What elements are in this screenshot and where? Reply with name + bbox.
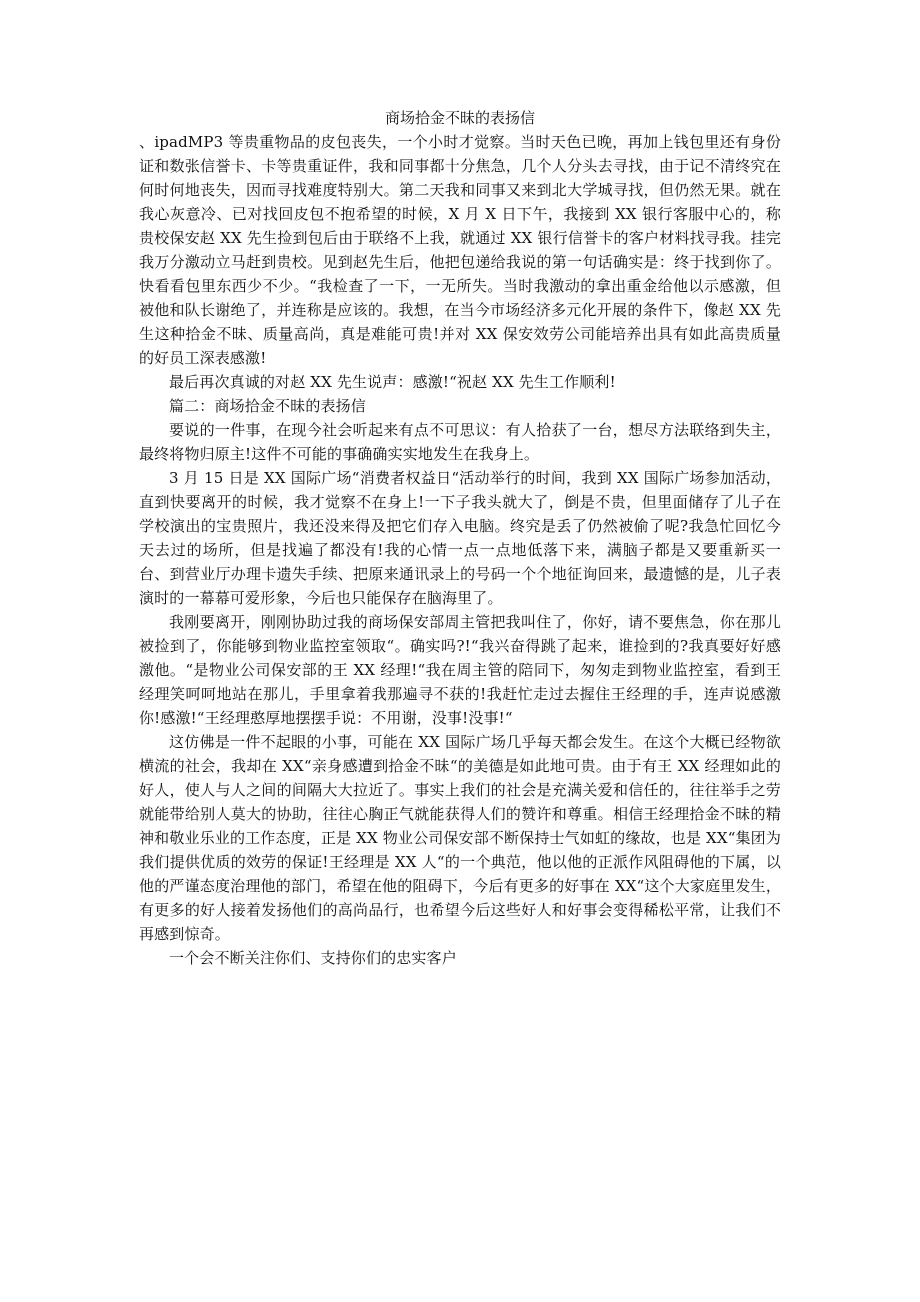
paragraph-1: 、ipadMP3 等贵重物品的皮包丧失，一个小时才觉察。当时天色已晚，再加上钱包里还有身份证和数张信誉卡、卡等贵重证件，我和同事都十分焦急，几个人分头去寻找，由于记不清终究在何时何地丧失，因而寻找难度特别大。第二天我和同事又来到北大学城寻找，但仍然无果。就在我心灰意冷、已对找回皮包不抱希望的时候，X 月 X 日下午，我接到 XX 银行客服中心的，称贵校保安赵 XX 先生捡到包后由于联络不上我，就通过 XX 银行信誉卡的客户材料找寻我。挂完我万分激动立马赶到贵校。见到赵先生后，他把包递给我说的第一句话确实是：终于找到你了。快看看包里东西少不少。“我检查了一下，一无所失。当时我激动的拿出重金给他以示感激，但被他和队长谢绝了，并连称是应该的。我想，在当今市场经济多元化开展的条件下，像赵 XX 先生这种拾金不昧、质量高尚，真是难能可贵!并对 XX 保安效劳公司能培养出具有如此高贵质量的好员工深表感激! <box>139 133 781 367</box>
document-title: 商场拾金不昧的表扬信 <box>384 109 535 127</box>
paragraph-4: 3 月 15 日是 XX 国际广场“消费者权益日“活动举行的时间，我到 XX 国际广场参加活动，直到快要离开的时候，我才觉察不在身上!一下子我头就大了，倒是不贵，但里面储存了儿子在学校演出的宝贵照片，我还没来得及把它们存入电脑。终究是丢了仍然被偷了呢?我急忙回忆今天去过的场所，但是找遍了都没有!我的心情一点一点地低落下来，满脑子都是又要重新买一台、到营业厅办理卡遗失手续、把原来通讯录上的号码一个个地征询回来，最遗憾的是，儿子表演时的一幕幕可爱形象，今后也只能保存在脑海里了。 <box>139 469 781 607</box>
paragraph-6: 这仿佛是一件不起眼的小事，可能在 XX 国际广场几乎每天都会发生。在这个大概已经物欲横流的社会，我却在 XX“亲身感遭到拾金不昧“的美德是如此地可贵。由于有王 XX 经理如此的好人，使人与人之间的间隔大大拉近了。事实上我们的社会是充满关爱和信任的，往往举手之劳就能带给别人莫大的协助，往往心胸正气就能获得人们的赞许和尊重。相信王经理拾金不昧的精神和敬业乐业的工作态度，正是 XX 物业公司保安部不断保持士气如虹的缘故，也是 XX“集团为我们提供优质的效劳的保证!王经理是 XX 人“的一个典范，他以他的正派作风阻碍他的下属，以他的严谨态度治理他的部门，希望在他的阻碍下，今后有更多的好事在 XX“这个大家庭里发生，有更多的好人接着发扬他们的高尚品行，也希望今后这些好人和好事会变得稀松平常，让我们不再感到惊奇。 <box>139 733 781 943</box>
document-body <box>139 106 781 970</box>
paragraph-2: 最后再次真诚的对赵 XX 先生说声：感激!“祝赵 XX 先生工作顺利! <box>169 373 616 391</box>
paragraph-5: 我刚要离开，刚刚协助过我的商场保安部周主管把我叫住了，你好，请不要焦急，你在那儿被捡到了，你能够到物业监控室领取“。确实吗?!“我兴奋得跳了起来，谁捡到的?我真要好好感激他。“是物业公司保安部的王 XX 经理!“我在周主管的陪同下，匆匆走到物业监控室，看到王经理笑呵呵地站在那儿，手里拿着我那遍寻不获的!我赶忙走过去握住王经理的手，连声说感激你!感激!“王经理憨厚地摆摆手说：不用谢，没事!没事!“ <box>139 613 781 727</box>
signature-line: 一个会不断关注你们、支持你们的忠实客户 <box>169 949 457 967</box>
paragraph-3: 要说的一件事，在现今社会听起来有点不可思议：有人拾获了一台，想尽方法联络到失主，最终将物归原主!这件不可能的事确确实实地发生在我身上。 <box>139 421 781 463</box>
section-heading: 篇二：商场拾金不昧的表扬信 <box>169 397 366 415</box>
